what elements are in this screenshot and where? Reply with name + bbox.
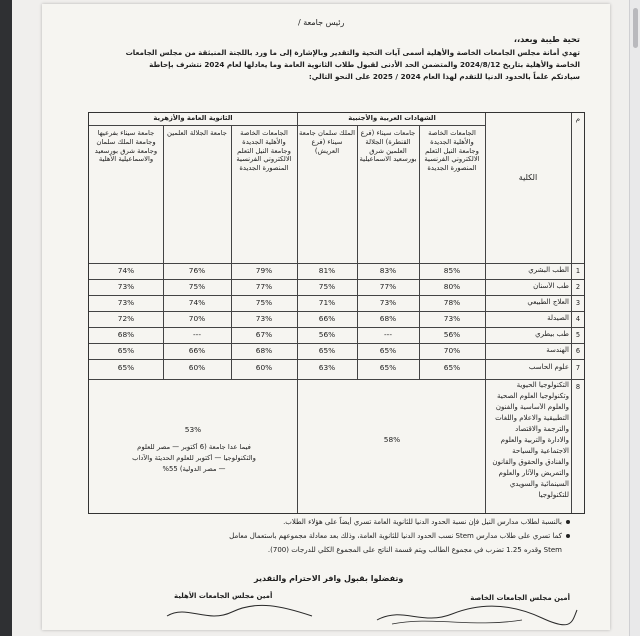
faculty-name: الطب البشري bbox=[528, 266, 569, 274]
row-number: 1 bbox=[575, 267, 581, 275]
faculty-name: طب بيطري bbox=[535, 330, 569, 338]
pct-cell: 56% bbox=[443, 330, 461, 339]
faculty-name: الهندسة bbox=[546, 346, 569, 354]
col-header-6: جامعة سيناء بفرعيها وجامعة الملك سلمان وجامعة شرق بورسعيد والاسماعيلية الأهلية bbox=[94, 129, 158, 164]
pct-cell: 77% bbox=[379, 282, 397, 291]
pct-cell: 73% bbox=[379, 298, 397, 307]
pct-cell: 70% bbox=[188, 314, 206, 323]
pct-cell: 68% bbox=[117, 330, 135, 339]
pct-cell: 77% bbox=[255, 282, 273, 291]
recipient: رئيس جامعة / bbox=[298, 18, 345, 27]
col-header-2: جامعات سيناء (فرع القنطرة) الجلالة العلمين شرق بورسعيد الاسماعيلية bbox=[359, 129, 417, 164]
pct-cell: 65% bbox=[117, 363, 135, 372]
pct-cell: 65% bbox=[379, 346, 397, 355]
pct-cell: 65% bbox=[318, 346, 336, 355]
faculty-name: طب الأسنان bbox=[533, 282, 569, 290]
row-number: 8 bbox=[575, 383, 581, 391]
note-1 bbox=[283, 518, 570, 526]
col-faculty-header: الكلية bbox=[518, 173, 538, 182]
row-number: 2 bbox=[575, 283, 581, 291]
greeting: تحية طيبة وبعد،، bbox=[513, 34, 580, 44]
group-header-foreign: الشهادات العربية والأجنبية bbox=[348, 114, 436, 122]
pct-cell: 73% bbox=[117, 282, 135, 291]
faculty-list-line: التطبيقية والاعلام واللغات bbox=[495, 414, 569, 422]
pct-cell: 75% bbox=[255, 298, 273, 307]
pct-cell: 79% bbox=[255, 266, 273, 275]
document-page bbox=[42, 4, 610, 630]
pct-cell: 73% bbox=[117, 298, 135, 307]
pct-cell: 72% bbox=[117, 314, 135, 323]
pct-cell: 70% bbox=[443, 346, 461, 355]
row-number: 6 bbox=[575, 347, 581, 355]
faculty-list-line: والترجمة والاقتصاد bbox=[515, 425, 569, 433]
pct-cell: 85% bbox=[443, 266, 461, 275]
note-text: بالنسبة لطلاب مدارس النيل فإن نسبة الحدود الدنيا للثانوية العامة تسري أيضاً على هؤلاء الطلاب. bbox=[283, 518, 562, 526]
pct-cell: 74% bbox=[188, 298, 206, 307]
viewer-left-bar bbox=[0, 0, 12, 636]
faculty-list-line: والتمريض والآثار والعلوم bbox=[498, 469, 569, 477]
pct-cell: 66% bbox=[188, 346, 206, 355]
faculty-list-line: التكنولوجيا الحيوية bbox=[516, 381, 569, 389]
pct-cell: 73% bbox=[443, 314, 461, 323]
faculty-name: علوم الحاسب bbox=[528, 363, 569, 371]
faculty-list-line: للتكنولوجيا bbox=[538, 491, 569, 499]
pct-cell: --- bbox=[383, 330, 392, 339]
faculty-name: الصيدلة bbox=[547, 314, 569, 322]
pct-cell: 68% bbox=[255, 346, 273, 355]
intro-line-1: تهدي أمانة مجلس الجامعات الخاصة والأهلية أسمى آيات التحية والتقدير وبالإشارة إلى ما ورد باللجنة المنبثقة من مجلس الجامعات bbox=[125, 48, 580, 57]
row-number: 3 bbox=[575, 299, 581, 307]
pct-cell: 75% bbox=[188, 282, 206, 291]
note-text: كما تسري على طلاب مدارس Stem نسب الحدود الدنيا للثانوية العامة، وذلك بعد معادلة مجموعهم باستعمال معامل bbox=[229, 532, 562, 540]
pct-cell: 65% bbox=[379, 363, 397, 372]
bullet-icon bbox=[566, 534, 570, 538]
handwritten-signature bbox=[162, 602, 322, 626]
col-header-4: الجامعات الخاصة والأهلية الجديدة وجامعة النيل التعلم الالكتروني الفرنسية المنصورة الجديدة bbox=[236, 129, 292, 173]
pct-cell: 67% bbox=[255, 330, 273, 339]
group-header-general: الثانوية العامة والأزهرية bbox=[153, 114, 233, 122]
viewer-scrollbar[interactable] bbox=[629, 0, 640, 636]
merged-general-pct: 53% bbox=[184, 425, 202, 434]
closing-line: وتفضلوا بقبول وافر الاحترام والتقدير bbox=[254, 574, 404, 583]
col-header-5: جامعة الجلالة العلمين bbox=[167, 129, 227, 137]
faculty-name: العلاج الطبيعي bbox=[527, 298, 569, 306]
pct-cell: 66% bbox=[318, 314, 336, 323]
pct-cell: 71% bbox=[318, 298, 336, 307]
faculty-list-line: السينمائية والسويدي bbox=[509, 480, 569, 488]
pct-cell: 76% bbox=[188, 266, 206, 275]
handwritten-signature bbox=[372, 602, 582, 628]
pct-cell: 81% bbox=[318, 266, 336, 275]
general-exception-note: والتكنولوجيا — أكتوبر للعلوم الحديثة والآداب bbox=[132, 454, 256, 462]
intro-line-3: سيادتكم علماً بالحدود الدنيا للتقدم لهذا العام 2024 / 2025 على النحو التالي: bbox=[308, 72, 580, 81]
col-header-3: الملك سلمان جامعة سيناء (فرع العريش) bbox=[299, 129, 355, 155]
pct-cell: --- bbox=[192, 330, 201, 339]
pct-cell: 83% bbox=[379, 266, 397, 275]
row-number: 7 bbox=[575, 364, 581, 372]
merged-foreign-pct: 58% bbox=[383, 435, 401, 444]
pct-cell: 56% bbox=[318, 330, 336, 339]
pct-cell: 78% bbox=[443, 298, 461, 307]
signature-right-title: أمين مجلس الجامعات الخاصة bbox=[470, 594, 570, 602]
signature-left-title: أمين مجلس الجامعات الأهلية bbox=[174, 592, 273, 600]
pct-cell: 74% bbox=[117, 266, 135, 275]
general-exception-note: فيما عدا جامعة (6 أكتوبر — مصر للعلوم bbox=[137, 443, 251, 451]
row-number: 4 bbox=[575, 315, 581, 323]
col-header-1: الجامعات الخاصة والأهلية الجديدة وجامعة النيل التعلم الالكتروني الفرنسية المنصورة الجديدة bbox=[424, 129, 480, 173]
pct-cell: 68% bbox=[379, 314, 397, 323]
row-number: 5 bbox=[575, 331, 581, 339]
faculty-list-line: الاجتماعية والسياحة bbox=[512, 447, 569, 455]
intro-line-2: الخاصة والأهلية بتاريخ 2024/8/12 والمتضمن الحد الأدنى لقبول طلاب الثانوية العامة وما يعادلها لعام 2024 نتشرف بإحاطة bbox=[149, 60, 580, 69]
faculty-list-line: والفنادق والحقوق والقانون bbox=[492, 458, 569, 466]
note-2 bbox=[229, 532, 570, 540]
note-2-cont: Stem وقدره 1.25 تضرب في مجموع الطالب ويتم قسمة الناتج على المجموع الكلي للدرجات (700). bbox=[267, 546, 562, 554]
pct-cell: 65% bbox=[443, 363, 461, 372]
faculty-list-line: والعلوم الأساسية والفنون bbox=[495, 403, 569, 411]
pct-cell: 80% bbox=[443, 282, 461, 291]
col-index-header: م bbox=[575, 115, 581, 123]
pct-cell: 60% bbox=[255, 363, 273, 372]
scroll-thumb[interactable] bbox=[633, 8, 638, 48]
pct-cell: 63% bbox=[318, 363, 336, 372]
faculty-list-line: وتكنولوجيا العلوم الصحية bbox=[497, 392, 569, 400]
pct-cell: 73% bbox=[255, 314, 273, 323]
pct-cell: 60% bbox=[188, 363, 206, 372]
bullet-icon bbox=[566, 520, 570, 524]
admission-table bbox=[88, 112, 585, 514]
faculty-list-line: والادارة والتربية والعلوم bbox=[500, 436, 569, 444]
pct-cell: 65% bbox=[117, 346, 135, 355]
general-exception-note: — مصر الدولية) 55% bbox=[162, 465, 226, 473]
pct-cell: 75% bbox=[318, 282, 336, 291]
